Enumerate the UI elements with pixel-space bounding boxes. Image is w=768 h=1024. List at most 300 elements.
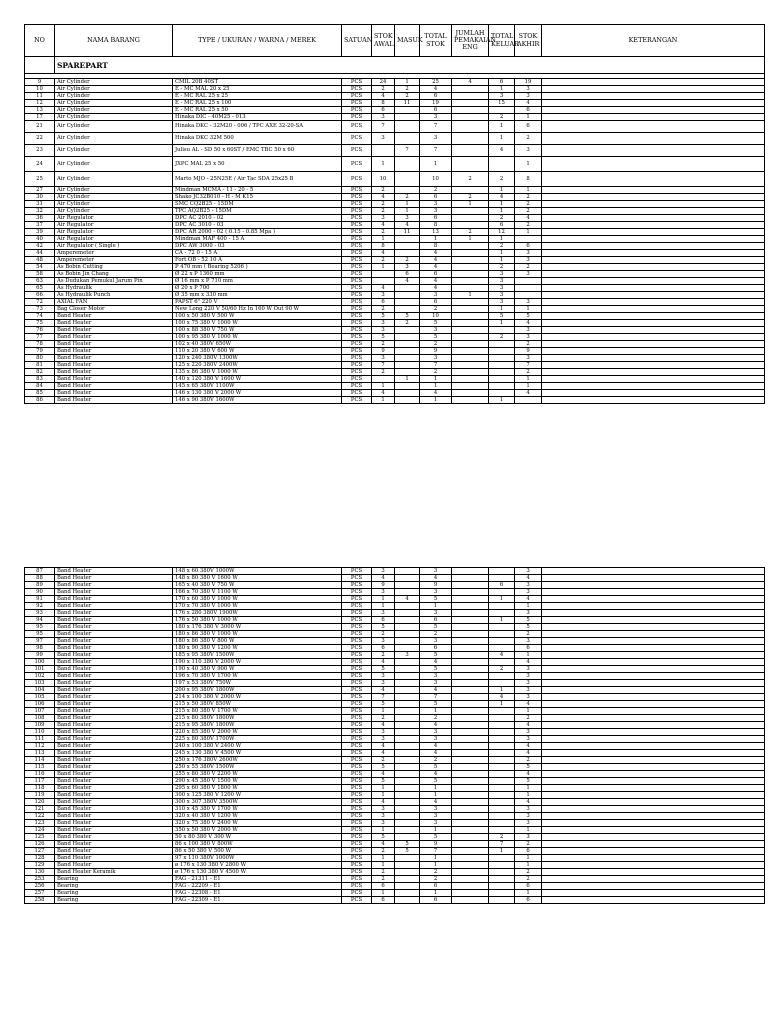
cell-type: DPC AW 3000 - 03	[173, 243, 342, 250]
cell-stok-akhir: 2	[515, 876, 542, 883]
cell-satuan: PCS	[342, 568, 372, 575]
cell-total-stok: 2	[420, 369, 452, 376]
cell-satuan: PCS	[342, 764, 372, 771]
cell-total-keluar: 4	[489, 694, 515, 701]
cell-type: FAG - 21311 - E1	[173, 876, 342, 883]
cell-total-keluar	[489, 715, 515, 722]
cell-stok-akhir: 4	[515, 215, 542, 222]
cell-keterangan	[542, 757, 765, 764]
cell-no: 31	[25, 201, 55, 208]
cell-type: FAG - 22209 - E1	[173, 883, 342, 890]
cell-total-keluar	[489, 743, 515, 750]
cell-jumlah-pemakaian	[452, 624, 489, 631]
table-row	[25, 750, 765, 757]
cell-masuk: 5	[395, 848, 420, 855]
cell-type: 320 x 40 380 V 1200 W	[173, 813, 342, 820]
table-row	[25, 257, 765, 264]
cell-stok-awal: 4	[372, 687, 395, 694]
cell-keterangan	[542, 841, 765, 848]
cell-keterangan	[542, 222, 765, 229]
cell-nama-barang: Amperemeter	[55, 250, 173, 257]
cell-keterangan	[542, 890, 765, 897]
cell-jumlah-pemakaian	[452, 369, 489, 376]
cell-nama-barang: Band Heater	[55, 764, 173, 771]
cell-keterangan	[542, 624, 765, 631]
cell-stok-akhir: 2	[515, 133, 542, 145]
cell-stok-akhir: 3	[515, 729, 542, 736]
cell-keterangan	[542, 834, 765, 841]
cell-stok-awal: 3	[372, 638, 395, 645]
cell-satuan: PCS	[342, 121, 372, 133]
table-row	[25, 341, 765, 348]
cell-nama-barang: Bearing	[55, 876, 173, 883]
cell-stok-akhir: 7	[515, 362, 542, 369]
cell-satuan: PCS	[342, 596, 372, 603]
cell-jumlah-pemakaian	[452, 631, 489, 638]
cell-stok-awal: 2	[372, 341, 395, 348]
cell-masuk	[395, 869, 420, 876]
cell-masuk	[395, 792, 420, 799]
cell-jumlah-pemakaian: 1	[452, 236, 489, 243]
cell-total-keluar	[489, 729, 515, 736]
cell-stok-akhir: 2	[515, 631, 542, 638]
cell-nama-barang: Band Heater	[55, 652, 173, 659]
cell-nama-barang: Band Heater	[55, 827, 173, 834]
cell-total-stok: 1	[420, 862, 452, 869]
cell-type: 215 x 80 380V 1800W	[173, 715, 342, 722]
cell-no: 9	[25, 79, 55, 86]
cell-type: 140 x 120 380 V 1600 W	[173, 376, 342, 383]
cell-nama-barang: Air Regulator	[55, 222, 173, 229]
cell-nama-barang: Band Heater	[55, 820, 173, 827]
cell-no: 94	[25, 617, 55, 624]
cell-total-keluar: 1	[489, 320, 515, 327]
cell-masuk: 3	[395, 215, 420, 222]
cell-total-keluar	[489, 631, 515, 638]
cell-stok-awal: 3	[372, 729, 395, 736]
cell-stok-awal: 5	[372, 624, 395, 631]
cell-stok-awal: 10	[372, 172, 395, 187]
cell-jumlah-pemakaian	[452, 736, 489, 743]
cell-jumlah-pemakaian	[452, 813, 489, 820]
cell-total-keluar: 1	[489, 257, 515, 264]
table-row	[25, 659, 765, 666]
cell-stok-akhir: 2	[515, 194, 542, 201]
cell-keterangan	[542, 292, 765, 299]
cell-stok-awal: 4	[372, 222, 395, 229]
cell-stok-awal: 2	[372, 187, 395, 194]
table-row	[25, 897, 765, 904]
cell-stok-awal: 2	[372, 229, 395, 236]
cell-stok-akhir: 3	[515, 145, 542, 157]
cell-total-stok: 4	[420, 687, 452, 694]
cell-masuk	[395, 890, 420, 897]
cell-stok-awal: 3	[372, 820, 395, 827]
cell-total-stok: 4	[420, 250, 452, 257]
table-row	[25, 376, 765, 383]
cell-keterangan	[542, 271, 765, 278]
cell-nama-barang: Band Heater	[55, 603, 173, 610]
cell-stok-akhir: 3	[515, 250, 542, 257]
cell-no: 102	[25, 673, 55, 680]
cell-masuk	[395, 285, 420, 292]
cell-no: 122	[25, 813, 55, 820]
cell-stok-akhir: 4	[515, 575, 542, 582]
cell-jumlah-pemakaian: 2	[452, 172, 489, 187]
cell-no: 108	[25, 715, 55, 722]
table-row	[25, 194, 765, 201]
table-row	[25, 264, 765, 271]
table-row	[25, 100, 765, 107]
cell-stok-akhir: 6	[515, 645, 542, 652]
cell-total-keluar: 12	[489, 229, 515, 236]
cell-total-keluar: 1	[489, 236, 515, 243]
cell-total-stok: 3	[420, 729, 452, 736]
cell-jumlah-pemakaian	[452, 764, 489, 771]
table-row	[25, 278, 765, 285]
cell-total-stok: 2	[420, 306, 452, 313]
cell-no: 101	[25, 666, 55, 673]
cell-satuan: PCS	[342, 876, 372, 883]
cell-total-stok: 5	[420, 652, 452, 659]
cell-satuan: PCS	[342, 617, 372, 624]
cell-nama-barang: Band Heater	[55, 694, 173, 701]
cell-jumlah-pemakaian	[452, 145, 489, 157]
cell-no: 32	[25, 208, 55, 215]
cell-no: 87	[25, 568, 55, 575]
table-row	[25, 306, 765, 313]
cell-total-keluar: 3	[489, 299, 515, 306]
cell-jumlah-pemakaian	[452, 701, 489, 708]
cell-masuk	[395, 673, 420, 680]
cell-stok-awal: 1	[372, 855, 395, 862]
cell-no: 107	[25, 708, 55, 715]
table-row	[25, 589, 765, 596]
table-row	[25, 285, 765, 292]
cell-jumlah-pemakaian	[452, 659, 489, 666]
cell-masuk	[395, 764, 420, 771]
table-row	[25, 785, 765, 792]
cell-masuk	[395, 771, 420, 778]
cell-masuk	[395, 799, 420, 806]
cell-no: 115	[25, 764, 55, 771]
cell-no: 12	[25, 100, 55, 107]
cell-keterangan	[542, 568, 765, 575]
cell-type: 310 x 45 380 V 1700 W	[173, 806, 342, 813]
cell-stok-awal: 5	[372, 764, 395, 771]
cell-total-stok: 5	[420, 764, 452, 771]
cell-jumlah-pemakaian	[452, 264, 489, 271]
cell-type: 185 x 95 380V 1500W	[173, 652, 342, 659]
cell-nama-barang: Band Heater	[55, 736, 173, 743]
cell-total-stok: 3	[420, 806, 452, 813]
cell-type: 86 x 50 380 V 500 W	[173, 848, 342, 855]
cell-jumlah-pemakaian	[452, 869, 489, 876]
cell-keterangan	[542, 341, 765, 348]
table-row	[25, 827, 765, 834]
table-row	[25, 603, 765, 610]
cell-type: 120 x 240 380V 1300W	[173, 355, 342, 362]
cell-stok-awal: 2	[372, 201, 395, 208]
cell-total-keluar	[489, 348, 515, 355]
cell-no: 77	[25, 334, 55, 341]
cell-nama-barang: Air Cylinder	[55, 187, 173, 194]
cell-jumlah-pemakaian: 2	[452, 194, 489, 201]
cell-total-stok: 5	[420, 334, 452, 341]
cell-nama-barang: Air Cylinder	[55, 133, 173, 145]
cell-jumlah-pemakaian	[452, 827, 489, 834]
cell-nama-barang: Band Heater	[55, 680, 173, 687]
cell-total-keluar	[489, 369, 515, 376]
cell-stok-awal: 4	[372, 390, 395, 397]
cell-stok-awal: 4	[372, 194, 395, 201]
cell-stok-akhir: 5	[515, 778, 542, 785]
cell-total-keluar	[489, 785, 515, 792]
cell-keterangan	[542, 736, 765, 743]
cell-jumlah-pemakaian	[452, 93, 489, 100]
cell-nama-barang: Air Cylinder	[55, 121, 173, 133]
cell-total-stok: 1	[420, 785, 452, 792]
cell-type: PAPST 6" 220 V	[173, 299, 342, 306]
cell-masuk: 6	[395, 271, 420, 278]
cell-no: 24	[25, 157, 55, 172]
cell-stok-akhir: 4	[515, 743, 542, 750]
table-row	[25, 890, 765, 897]
cell-satuan: PCS	[342, 320, 372, 327]
cell-nama-barang: Band Heater	[55, 362, 173, 369]
cell-stok-awal: 1	[372, 236, 395, 243]
cell-satuan: PCS	[342, 243, 372, 250]
cell-masuk	[395, 348, 420, 355]
cell-total-keluar	[489, 659, 515, 666]
cell-stok-awal: 2	[372, 369, 395, 376]
cell-keterangan	[542, 589, 765, 596]
cell-jumlah-pemakaian	[452, 355, 489, 362]
cell-satuan: PCS	[342, 771, 372, 778]
table-row	[25, 93, 765, 100]
cell-nama-barang: Band Heater	[55, 666, 173, 673]
cell-type: Mindman MCMA - 11 - 20 - 5	[173, 187, 342, 194]
cell-type: 170 x 60 380 V 1000 W	[173, 596, 342, 603]
cell-keterangan	[542, 729, 765, 736]
cell-total-stok: 25	[420, 79, 452, 86]
cell-no: 128	[25, 855, 55, 862]
cell-total-keluar	[489, 376, 515, 383]
table-row	[25, 313, 765, 320]
cell-total-stok: 3	[420, 568, 452, 575]
cell-type: ø 176 x 130 380 V 4500 W	[173, 869, 342, 876]
cell-total-stok: 3	[420, 638, 452, 645]
cell-type: 240 x 100 380 V 2400 W	[173, 743, 342, 750]
cell-stok-awal: 1	[372, 827, 395, 834]
inventory-table-page-1	[24, 24, 765, 404]
cell-total-stok: 5	[420, 666, 452, 673]
cell-keterangan	[542, 383, 765, 390]
cell-total-stok: 9	[420, 582, 452, 589]
cell-jumlah-pemakaian	[452, 285, 489, 292]
cell-total-stok: 3	[420, 589, 452, 596]
cell-no: 95	[25, 631, 55, 638]
cell-total-stok: 5	[420, 701, 452, 708]
cell-stok-awal: 2	[372, 848, 395, 855]
cell-masuk	[395, 589, 420, 596]
cell-nama-barang: Band Heater	[55, 313, 173, 320]
cell-stok-akhir: 2	[515, 201, 542, 208]
cell-keterangan	[542, 243, 765, 250]
cell-type: 170 x 70 380 V 1000 W	[173, 603, 342, 610]
cell-keterangan	[542, 743, 765, 750]
cell-no: 121	[25, 806, 55, 813]
table-row	[25, 820, 765, 827]
cell-stok-akhir	[515, 397, 542, 404]
cell-stok-awal: 5	[372, 701, 395, 708]
cell-masuk	[395, 327, 420, 334]
table-row	[25, 369, 765, 376]
cell-type: 146 x 90 380V 1600W	[173, 397, 342, 404]
cell-jumlah-pemakaian	[452, 107, 489, 114]
cell-jumlah-pemakaian	[452, 862, 489, 869]
cell-stok-akhir	[515, 292, 542, 299]
cell-total-keluar: 3	[489, 278, 515, 285]
cell-total-keluar: 3	[489, 93, 515, 100]
cell-no: 110	[25, 729, 55, 736]
cell-type: 100 x 75 380 V 1000 W	[173, 320, 342, 327]
cell-nama-barang: Air Cylinder	[55, 208, 173, 215]
cell-masuk	[395, 701, 420, 708]
cell-total-stok: 13	[420, 229, 452, 236]
cell-total-stok: 6	[420, 194, 452, 201]
cell-no: 44	[25, 250, 55, 257]
table-row	[25, 680, 765, 687]
cell-total-stok: 3	[420, 673, 452, 680]
cell-total-stok: 6	[420, 299, 452, 306]
cell-no: 117	[25, 778, 55, 785]
cell-satuan: PCS	[342, 897, 372, 904]
cell-type: Hinaka DIC - 40M25 - 013	[173, 114, 342, 121]
table-row	[25, 390, 765, 397]
cell-keterangan	[542, 652, 765, 659]
cell-jumlah-pemakaian	[452, 133, 489, 145]
cell-no: 10	[25, 86, 55, 93]
cell-type: 250 x 176 380V 2600W	[173, 757, 342, 764]
cell-stok-akhir: 3	[515, 582, 542, 589]
cell-masuk	[395, 729, 420, 736]
table-row	[25, 638, 765, 645]
cell-jumlah-pemakaian	[452, 603, 489, 610]
cell-nama-barang: AXIAL FAN	[55, 299, 173, 306]
cell-keterangan	[542, 250, 765, 257]
table-row	[25, 348, 765, 355]
cell-stok-awal: 5	[372, 313, 395, 320]
cell-keterangan	[542, 390, 765, 397]
cell-jumlah-pemakaian	[452, 348, 489, 355]
cell-total-keluar: 4	[489, 145, 515, 157]
cell-nama-barang: Band Heater	[55, 645, 173, 652]
cell-keterangan	[542, 215, 765, 222]
cell-nama-barang: Band Heater	[55, 743, 173, 750]
cell-stok-akhir: 1	[515, 890, 542, 897]
cell-satuan: PCS	[342, 666, 372, 673]
cell-satuan: PCS	[342, 589, 372, 596]
cell-masuk	[395, 292, 420, 299]
table-row	[25, 631, 765, 638]
cell-nama-barang: Air Cylinder	[55, 201, 173, 208]
cell-nama-barang: Band Heater	[55, 750, 173, 757]
cell-satuan: PCS	[342, 638, 372, 645]
cell-stok-awal: 5	[372, 834, 395, 841]
cell-stok-akhir: 4	[515, 722, 542, 729]
cell-masuk	[395, 743, 420, 750]
cell-nama-barang: Band Heater	[55, 757, 173, 764]
table-row	[25, 743, 765, 750]
cell-stok-akhir: 6	[515, 243, 542, 250]
col-header-masuk: MASUK	[395, 25, 420, 57]
cell-type: New Long 220 V 50/60 Hz In 160 W Out 90 W	[173, 306, 342, 313]
cell-type: 196 x 70 380 V 1700 W	[173, 673, 342, 680]
cell-satuan: PCS	[342, 86, 372, 93]
cell-type: P 470 mm ( Bearing 5206 )	[173, 264, 342, 271]
cell-nama-barang: Band Heater	[55, 376, 173, 383]
cell-stok-awal: 6	[372, 645, 395, 652]
cell-total-stok: 3	[420, 292, 452, 299]
cell-keterangan	[542, 582, 765, 589]
cell-total-keluar: 1	[489, 201, 515, 208]
cell-total-stok: 4	[420, 743, 452, 750]
cell-total-stok: 4	[420, 264, 452, 271]
cell-keterangan	[542, 820, 765, 827]
cell-type: FAG - 22308 - E1	[173, 890, 342, 897]
cell-total-keluar: 5	[489, 313, 515, 320]
cell-jumlah-pemakaian	[452, 250, 489, 257]
cell-masuk	[395, 897, 420, 904]
cell-type: 166 x 70 380 V 1100 W	[173, 589, 342, 596]
table-row	[25, 292, 765, 299]
cell-stok-akhir: 1	[515, 785, 542, 792]
cell-satuan: PCS	[342, 390, 372, 397]
cell-stok-akhir: 5	[515, 617, 542, 624]
table-row	[25, 250, 765, 257]
cell-no: 130	[25, 869, 55, 876]
cell-total-stok: 1	[420, 827, 452, 834]
table-row	[25, 271, 765, 278]
cell-total-stok: 6	[420, 271, 452, 278]
cell-no: 257	[25, 890, 55, 897]
cell-total-stok: 5	[420, 624, 452, 631]
cell-no: 99	[25, 652, 55, 659]
cell-total-keluar: 2	[489, 114, 515, 121]
cell-total-stok: 1	[420, 708, 452, 715]
cell-stok-awal: 9	[372, 348, 395, 355]
cell-stok-awal: 3	[372, 133, 395, 145]
cell-no: 40	[25, 236, 55, 243]
cell-total-keluar: 1	[489, 121, 515, 133]
cell-no: 112	[25, 743, 55, 750]
cell-satuan: PCS	[342, 673, 372, 680]
cell-total-keluar: 2	[489, 334, 515, 341]
table-row	[25, 617, 765, 624]
cell-keterangan	[542, 827, 765, 834]
cell-jumlah-pemakaian	[452, 376, 489, 383]
table-row	[25, 201, 765, 208]
cell-masuk	[395, 687, 420, 694]
cell-type: E - MC RAL 25 x 50	[173, 107, 342, 114]
cell-masuk	[395, 172, 420, 187]
cell-keterangan	[542, 813, 765, 820]
cell-type: 295 x 60 380 V 1800 W	[173, 785, 342, 792]
cell-nama-barang: Band Heater	[55, 383, 173, 390]
cell-type: Mindman MAF 400 - 15 A	[173, 236, 342, 243]
cell-total-stok: 3	[420, 610, 452, 617]
